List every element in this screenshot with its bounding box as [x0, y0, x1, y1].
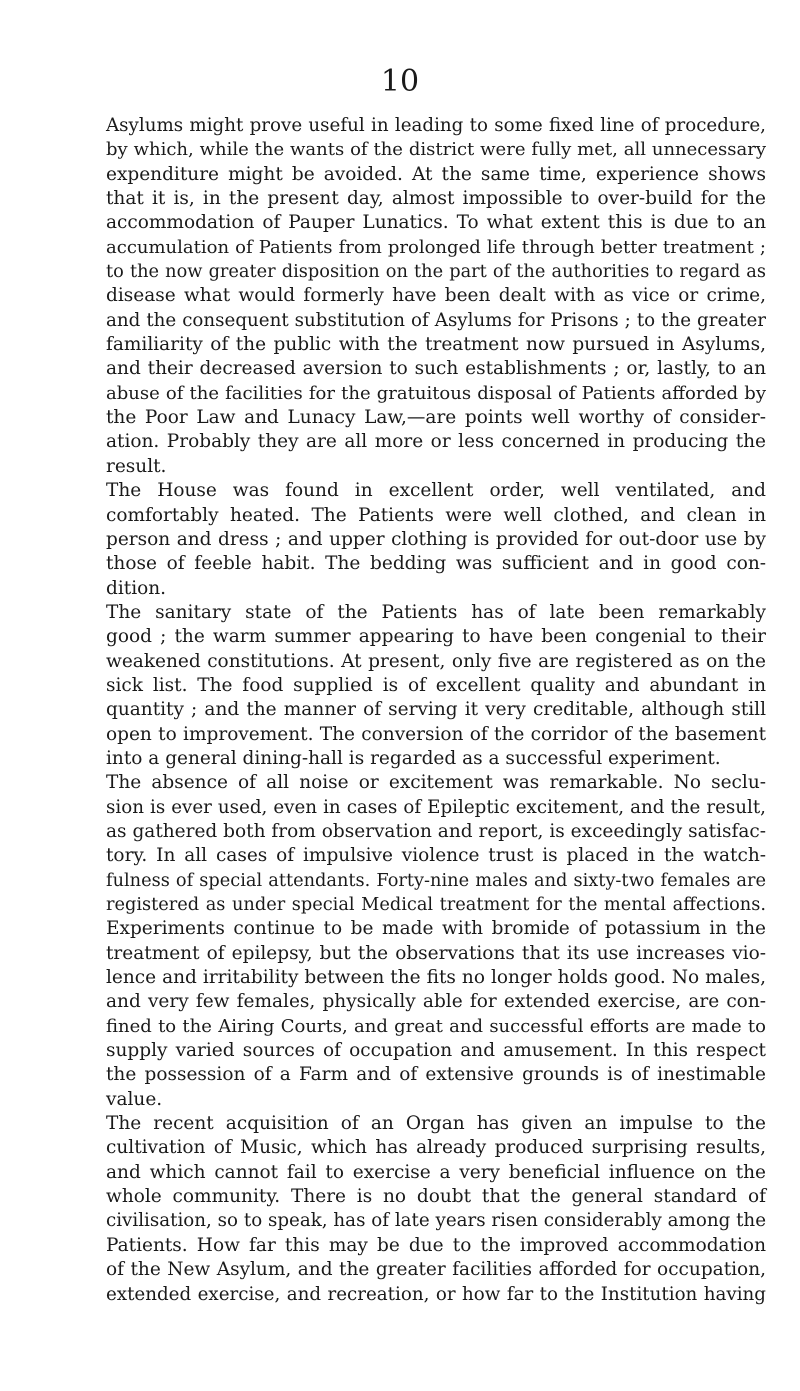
text-line: The House was found in excellent order, well ventilated, and — [106, 480, 766, 502]
text-line: of the New Asylum, and the greater facilities afforded for occupation, — [106, 1259, 766, 1281]
text-line: lence and irritability between the fits no longer holds good. No males, — [106, 967, 766, 989]
text-line: that it is, in the present day, almost impossible to over-build for the — [106, 188, 766, 210]
text-line: those of feeble habit. The bedding was sufficient and in good con- — [106, 553, 766, 575]
text-line: dition. — [106, 577, 167, 599]
text-line: The recent acquisition of an Organ has given an impulse to the — [106, 1113, 766, 1135]
page-number: 10 — [380, 64, 420, 99]
text-line: fined to the Airing Courts, and great and successful efforts are made to — [106, 1015, 766, 1037]
text-line: tory. In all cases of impulsive violence trust is placed in the watch- — [106, 845, 766, 867]
text-line: familiarity of the public with the treatment now pursued in Asylums, — [106, 334, 766, 356]
text-line: the Poor Law and Lunacy Law,—are points well worthy of consider- — [106, 407, 766, 429]
text-line: sion is ever used, even in cases of Epileptic excitement, and the result, — [106, 796, 766, 818]
text-line: Experiments continue to be made with bromide of potassium in the — [106, 918, 766, 940]
text-line: sick list. The food supplied is of excellent quality and abundant in — [106, 674, 766, 696]
text-line: whole community. There is no doubt that the general standard of — [106, 1186, 766, 1208]
text-line: and the consequent substitution of Asylums for Prisons ; to the greater — [106, 309, 766, 331]
text-line: Asylums might prove useful in leading to some fixed line of procedure, — [106, 115, 766, 136]
text-line: good ; the warm summer appearing to have been congenial to their — [106, 626, 766, 648]
text-line: and very few females, physically able for extended exercise, are con- — [106, 991, 766, 1013]
text-line: into a general dining-hall is regarded as a successful experiment. — [106, 747, 721, 769]
text-line: registered as under special Medical treatment for the mental affections. — [106, 895, 766, 915]
text-line: weakened constitutions. At present, only five are registered as on the — [106, 650, 766, 672]
text-line: fulness of special attendants. Forty-nine males and sixty-two females are — [106, 870, 766, 891]
text-line: quantity ; and the manner of serving it very creditable, although still — [106, 699, 766, 721]
text-line: supply varied sources of occupation and amusement. In this respect — [106, 1040, 766, 1062]
text-line: extended exercise, and recreation, or how far to the Institution having — [106, 1283, 766, 1305]
text-line: accommodation of Pauper Lunatics. To what extent this is due to an — [106, 212, 766, 234]
text-line: result. — [106, 455, 167, 477]
text-line: to the now greater disposition on the part of the authorities to regard as — [106, 262, 766, 283]
text-line: abuse of the facilities for the gratuitous disposal of Patients afforded by — [106, 382, 766, 404]
text-line: the possession of a Farm and of extensive grounds is of inestimable — [106, 1064, 766, 1086]
text-line: ation. Probably they are all more or less concerned in producing the — [106, 431, 766, 453]
text-line: treatment of epilepsy, but the observations that its use increases vio- — [106, 942, 766, 964]
text-line: as gathered both from observation and report, is exceedingly satisfac- — [106, 820, 766, 842]
text-line: and their decreased aversion to such establishments ; or, lastly, to an — [106, 358, 766, 380]
text-line: open to improvement. The conversion of the corridor of the basement — [106, 723, 766, 745]
text-line: Patients. How far this may be due to the improved accommodation — [106, 1234, 766, 1256]
text-line: cultivation of Music, which has already produced surprising results, — [106, 1137, 766, 1159]
text-line: The sanitary state of the Patients has of late been remarkably — [106, 601, 766, 623]
text-line: value. — [106, 1088, 163, 1110]
text-line: and which cannot fail to exercise a very beneficial influence on the — [106, 1161, 766, 1183]
body-text — [106, 114, 766, 1307]
text-line: by which, while the wants of the district were fully met, all unnecessary — [106, 139, 766, 161]
text-line: The absence of all noise or excitement was remarkable. No seclu- — [106, 772, 766, 794]
text-line: accumulation of Patients from prolonged life through better treatment ; — [106, 236, 766, 258]
text-line: expenditure might be avoided. At the same time, experience shows — [106, 163, 766, 185]
text-line: comfortably heated. The Patients were well clothed, and clean in — [106, 504, 766, 526]
text-line: disease what would formerly have been dealt with as vice or crime, — [106, 285, 766, 307]
text-line: civilisation, so to speak, has of late years risen considerably among the — [106, 1210, 766, 1232]
text-line: person and dress ; and upper clothing is provided for out-door use by — [106, 528, 766, 550]
